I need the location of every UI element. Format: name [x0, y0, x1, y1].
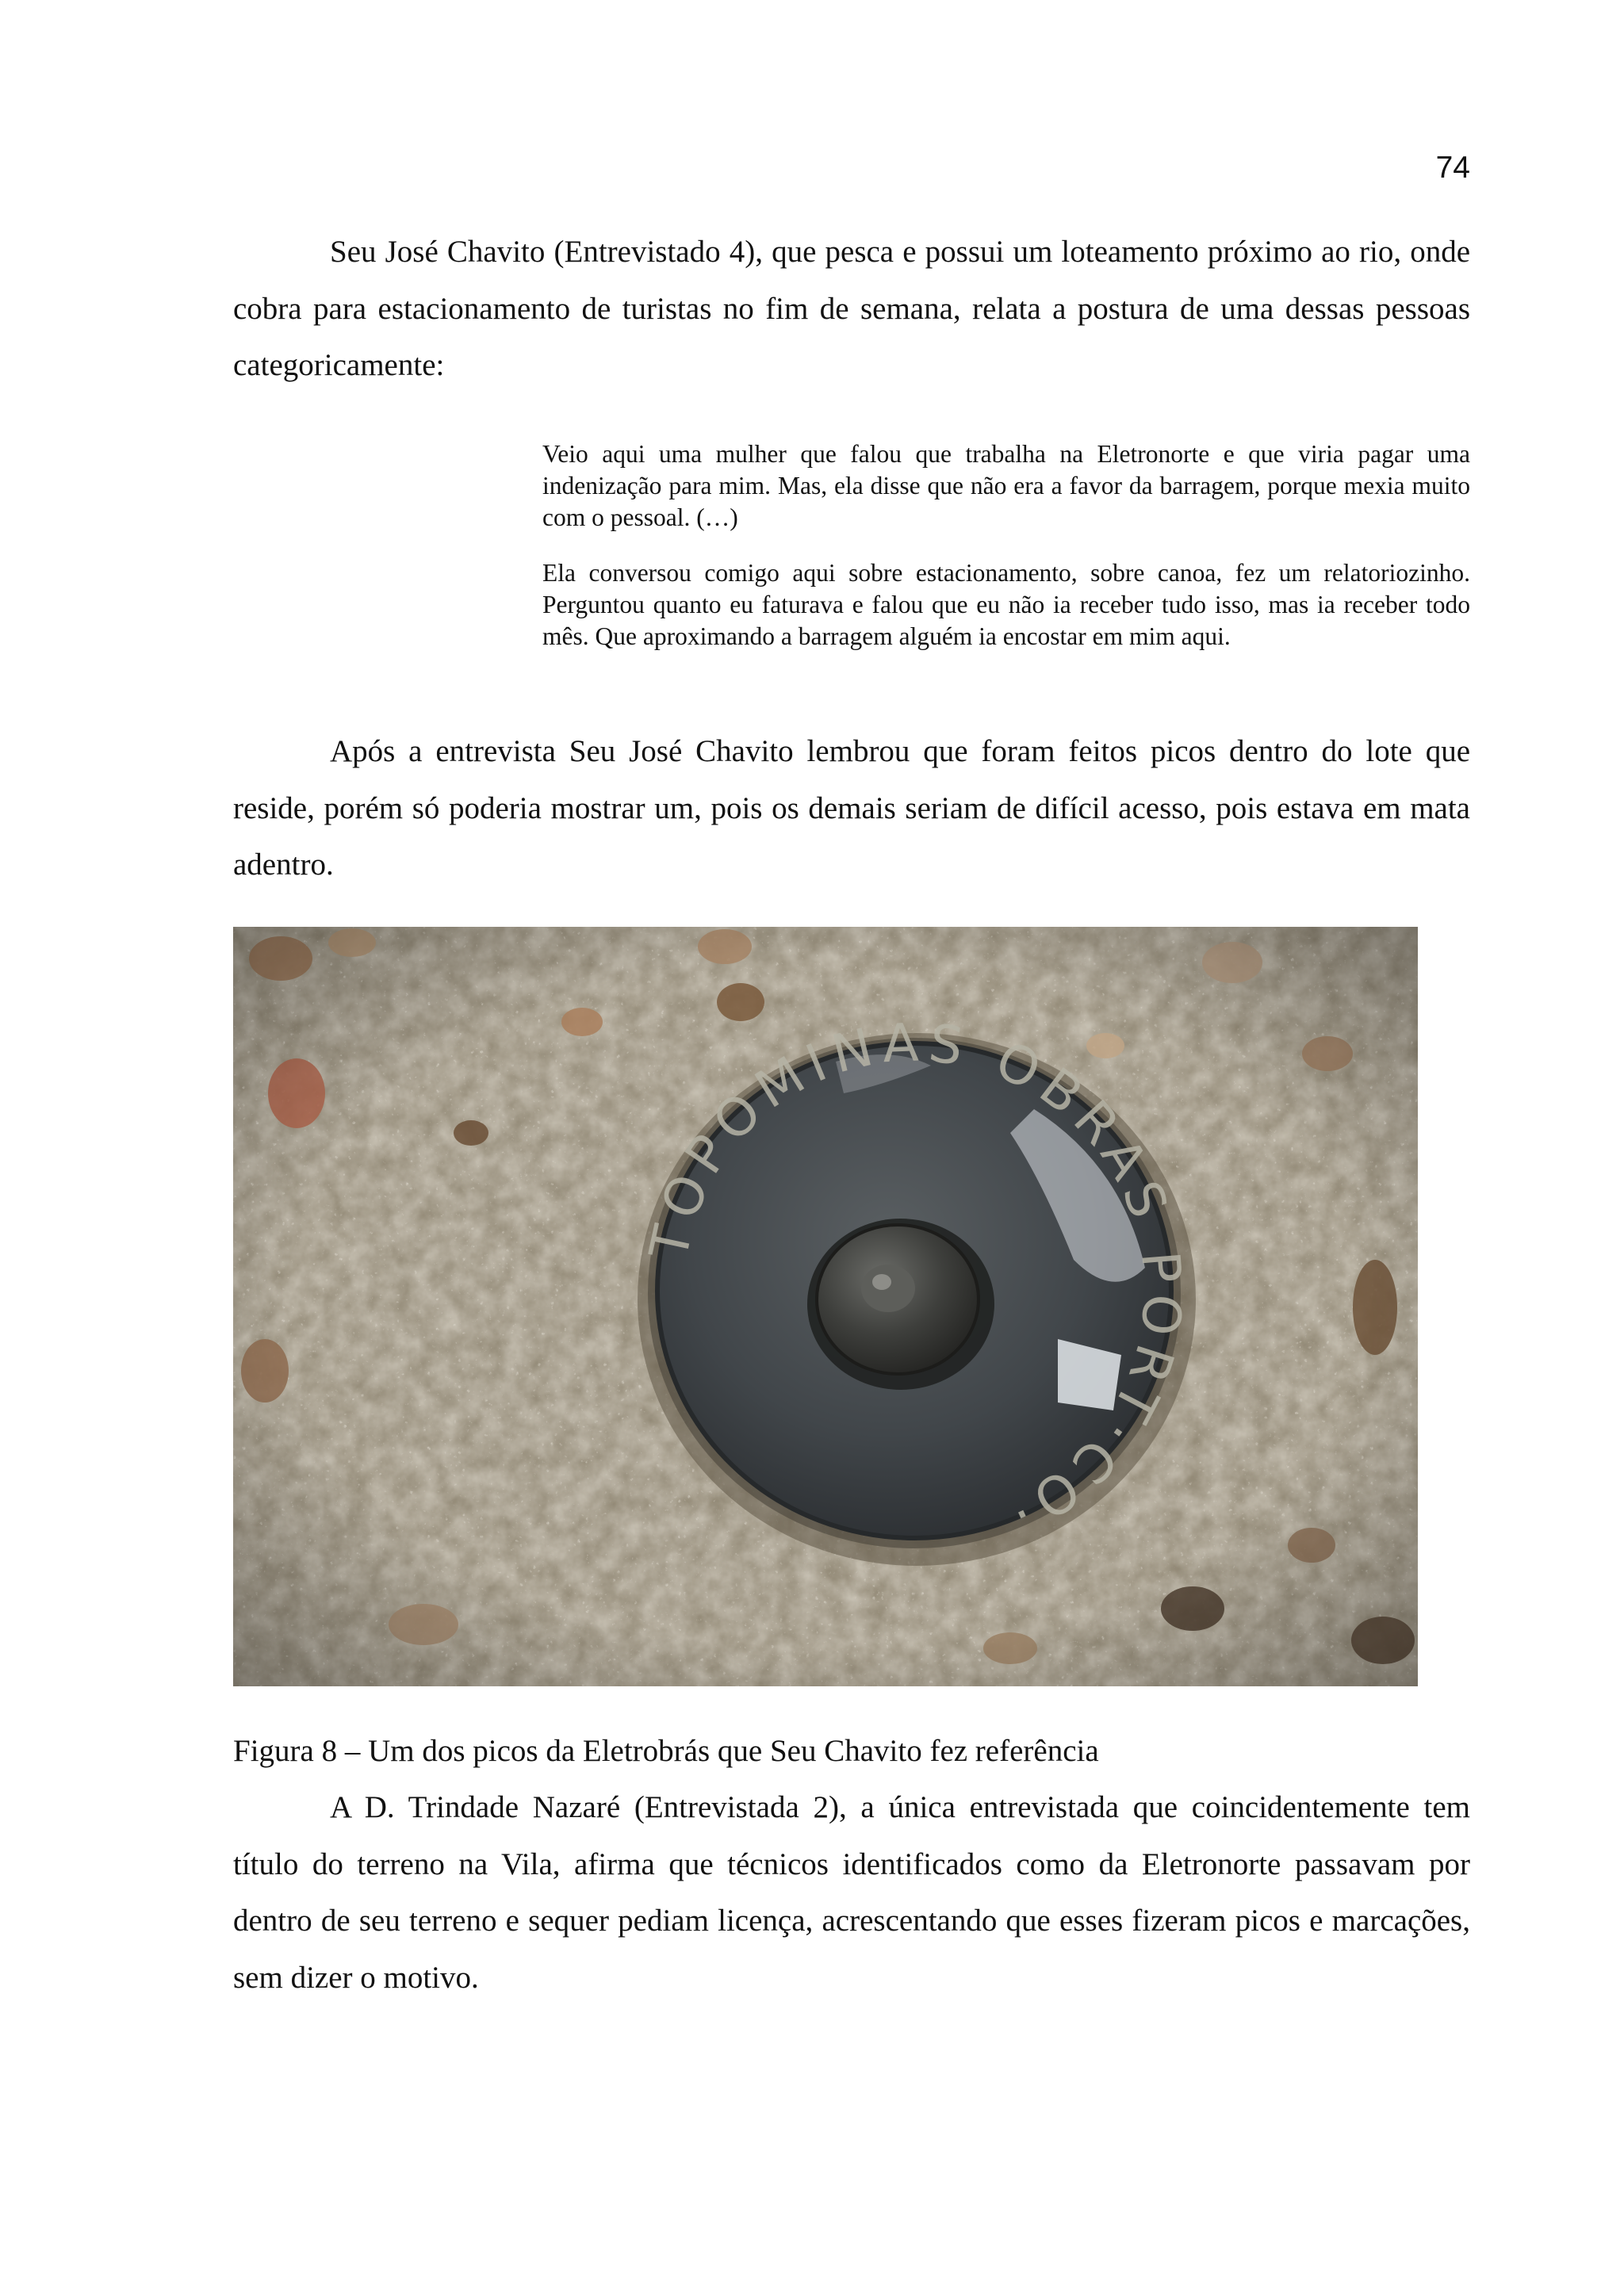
page-number: 74: [1435, 151, 1470, 185]
body-paragraph: Após a entrevista Seu José Chavito lembrou que foram feitos picos dentro do lote que reside, porém só poderia mostrar um, pois os demais seriam de difícil acesso, pois estava em mata adentro.: [233, 734, 1470, 882]
figure-caption: Figura 8 – Um dos picos da Eletrobrás que Seu Chavito fez referência: [233, 1734, 1099, 1768]
survey-marker-illustration: [233, 927, 1418, 1686]
survey-marker-photo: [233, 927, 1418, 1686]
block-quote: [542, 438, 1470, 676]
body-paragraph: Seu José Chavito (Entrevistado 4), que pesca e possui um loteamento próximo ao rio, onde cobra para estacionamento de turistas no fim de semana, relata a postura de uma dessas pessoas categoricamente:: [233, 235, 1470, 382]
quote-paragraph: Veio aqui uma mulher que falou que trabalha na Eletronorte e que viria pagar uma indenização para mim. Mas, ela disse que não era a favor da barragem, porque mexia muito com o pessoal. (…): [542, 440, 1470, 531]
body-paragraph: A D. Trindade Nazaré (Entrevistada 2), a única entrevistada que coincidentemente tem título do terreno na Vila, afirma que técnicos identificados como da Eletronorte passavam por dentro de seu terreno e sequer pediam licença, acrescentando que esses fizeram picos e marcações, sem dizer o motivo.: [233, 1790, 1470, 1995]
quote-paragraph: Ela conversou comigo aqui sobre estacionamento, sobre canoa, fez um relatoriozinho. Perguntou quanto eu faturava e falou que eu não ia receber tudo isso, mas ia receber todo mês. Que aproximando a barragem alguém ia encostar em mim aqui.: [542, 559, 1470, 650]
